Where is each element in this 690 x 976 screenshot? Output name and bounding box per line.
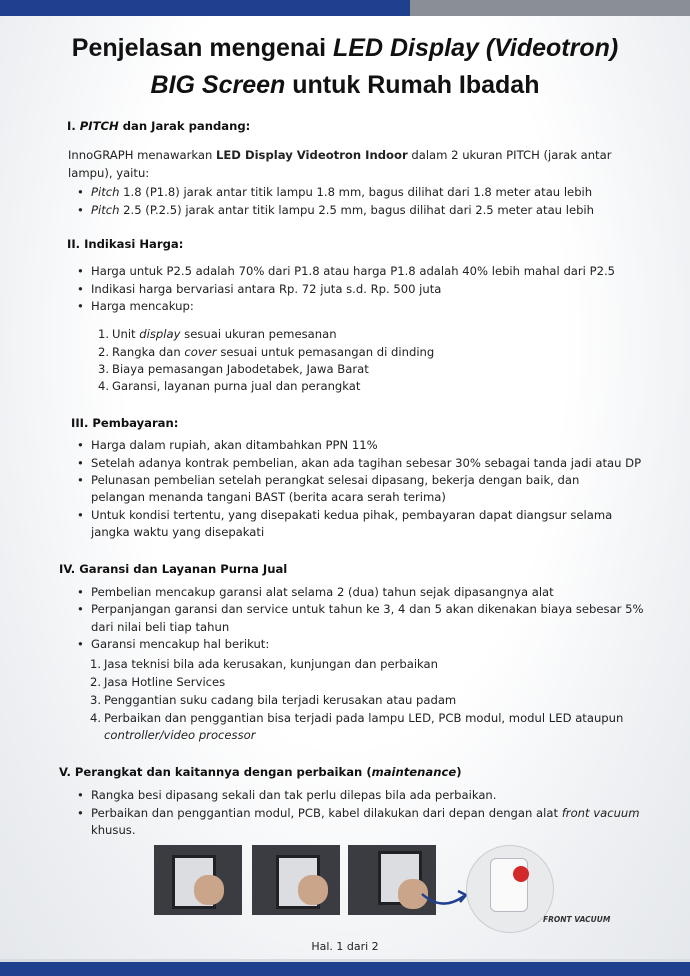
title-part-italic: BIG Screen	[150, 71, 286, 99]
page-title	[0, 30, 690, 104]
item-italic: cover	[184, 345, 217, 359]
intro-text: lampu), yaitu:	[68, 165, 150, 180]
item-text: Jasa teknisi bila ada kerusakan, kunjungan dan perbaikan	[104, 657, 439, 671]
hand-image	[298, 875, 328, 905]
numbered-item	[98, 378, 361, 396]
item-number: 3.	[90, 693, 102, 707]
item-text: Biaya pemasangan Jabodetabek, Jawa Barat	[112, 362, 369, 376]
heading-italic: PITCH	[79, 119, 119, 133]
title-part: Penjelasan mengenai	[71, 34, 333, 62]
item-number: 2.	[98, 345, 110, 359]
page-number: Hal. 1 dari 2	[311, 940, 379, 953]
list-item: • Perpanjangan garansi dan service untuk tahun ke 3, 4 dan 5 akan dikenakan biaya sebesar 5%	[91, 601, 644, 619]
list-item-text: Perbaikan dan penggantian modul, PCB, kabel dilakukan dari depan dengan alat	[91, 806, 562, 820]
list-item: • Setelah adanya kontrak pembelian, akan ada tagihan sebesar 30% sebagai tanda jadi atau DP	[91, 455, 641, 473]
front-vacuum-button	[513, 866, 529, 882]
list-item	[91, 805, 640, 823]
section-heading-pembayaran: III. Pembayaran:	[71, 416, 179, 430]
numbered-item-continuation: controller/video processor	[104, 728, 256, 742]
list-item	[91, 184, 592, 202]
item-text: Jasa Hotline Services	[104, 675, 226, 689]
intro-paragraph	[68, 147, 628, 182]
list-item: • Pembelian mencakup garansi alat selama 2 (dua) tahun sejak dipasangnya alat	[91, 584, 554, 602]
list-item: • Harga dalam rupiah, akan ditambahkan PPN 11%	[91, 437, 378, 455]
list-item-italic: front vacuum	[561, 806, 640, 820]
item-text: Rangka dan	[112, 345, 185, 359]
list-item: • Harga mencakup:	[91, 298, 194, 316]
section-heading-perangkat	[59, 765, 462, 779]
list-item-continuation: dari nilai beli tiap tahun	[91, 620, 230, 634]
bottom-accent-bar	[0, 962, 690, 976]
list-item-continuation: jangka waktu yang disepakati	[91, 525, 265, 539]
maintenance-photo-2	[252, 845, 340, 915]
title-part-italic: LED Display (Videotron)	[333, 34, 619, 62]
item-text: Perbaikan dan penggantian bisa terjadi pada lampu LED, PCB modul, modul LED ataupun	[104, 711, 624, 725]
list-item: • Pelunasan pembelian setelah perangkat selesai dipasang, bekerja dengan baik, dan	[91, 472, 579, 490]
maintenance-photo-1	[154, 845, 242, 915]
list-item-continuation: khusus.	[91, 823, 136, 837]
section-heading-garansi: IV. Garansi dan Layanan Purna Jual	[59, 562, 288, 576]
heading-text: V. Perangkat dan kaitannya dengan perbaikan (	[59, 765, 372, 779]
item-text: Garansi, layanan purna jual dan perangkat	[112, 379, 361, 393]
list-item: • Garansi mencakup hal berikut:	[91, 636, 269, 654]
item-text: sesuai ukuran pemesanan	[180, 327, 337, 341]
item-number: 1.	[98, 327, 110, 341]
heading-num: I.	[67, 119, 80, 133]
section-heading-harga: II. Indikasi Harga:	[67, 237, 184, 251]
heading-italic: maintenance	[371, 765, 457, 779]
figure-caption: FRONT VACUUM	[543, 915, 611, 924]
heading-text: dan Jarak pandang:	[118, 119, 251, 133]
item-number: 1.	[90, 657, 102, 671]
list-item-text: 1.8 (P1.8) jarak antar titik lampu 1.8 mm, bagus dilihat dari 1.8 meter atau lebih	[119, 185, 593, 199]
list-item-italic: Pitch	[91, 203, 120, 217]
numbered-item	[90, 710, 624, 728]
section-heading-pitch	[67, 119, 250, 133]
numbered-item	[90, 674, 226, 692]
numbered-item	[98, 326, 337, 344]
item-text: sesuai untuk pemasangan di dinding	[216, 345, 435, 359]
list-item: • Indikasi harga bervariasi antara Rp. 72 juta s.d. Rp. 500 juta	[91, 281, 441, 299]
item-text: Penggantian suku cadang bila terjadi kerusakan atau padam	[104, 693, 457, 707]
intro-text: dalam 2 ukuran PITCH (jarak antar	[407, 148, 612, 162]
numbered-item	[98, 361, 369, 379]
top-accent-bar	[0, 0, 410, 16]
item-number: 2.	[90, 675, 102, 689]
item-italic: display	[139, 327, 181, 341]
list-item-text: 2.5 (P.2.5) jarak antar titik lampu 2.5 mm, bagus dilihat dari 2.5 meter atau lebih	[119, 203, 595, 217]
heading-text: )	[456, 765, 462, 779]
list-item: • Harga untuk P2.5 adalah 70% dari P1.8 atau harga P1.8 adalah 40% lebih mahal dari P2.5	[91, 263, 615, 281]
hand-image	[194, 875, 224, 905]
item-text: Unit	[112, 327, 140, 341]
numbered-item	[90, 656, 439, 674]
list-item: • Untuk kondisi tertentu, yang disepakati kedua pihak, pembayaran dapat diangsur selama	[91, 507, 612, 525]
intro-bold: LED Display Videotron Indoor	[215, 148, 408, 162]
arrow-icon	[420, 886, 468, 910]
list-item-continuation: pelangan menanda tangani BAST (berita acara serah terima)	[91, 490, 446, 504]
item-number: 4.	[98, 379, 110, 393]
list-item-italic: Pitch	[91, 185, 120, 199]
numbered-item	[98, 344, 435, 362]
top-accent-bar-gray	[410, 0, 690, 16]
list-item: • Rangka besi dipasang sekali dan tak perlu dilepas bila ada perbaikan.	[91, 787, 496, 805]
item-number: 3.	[98, 362, 110, 376]
numbered-item	[90, 692, 457, 710]
item-number: 4.	[90, 711, 102, 725]
list-item	[91, 202, 594, 220]
intro-text: InnoGRAPH menawarkan	[68, 148, 216, 162]
title-part: untuk Rumah Ibadah	[285, 71, 540, 99]
